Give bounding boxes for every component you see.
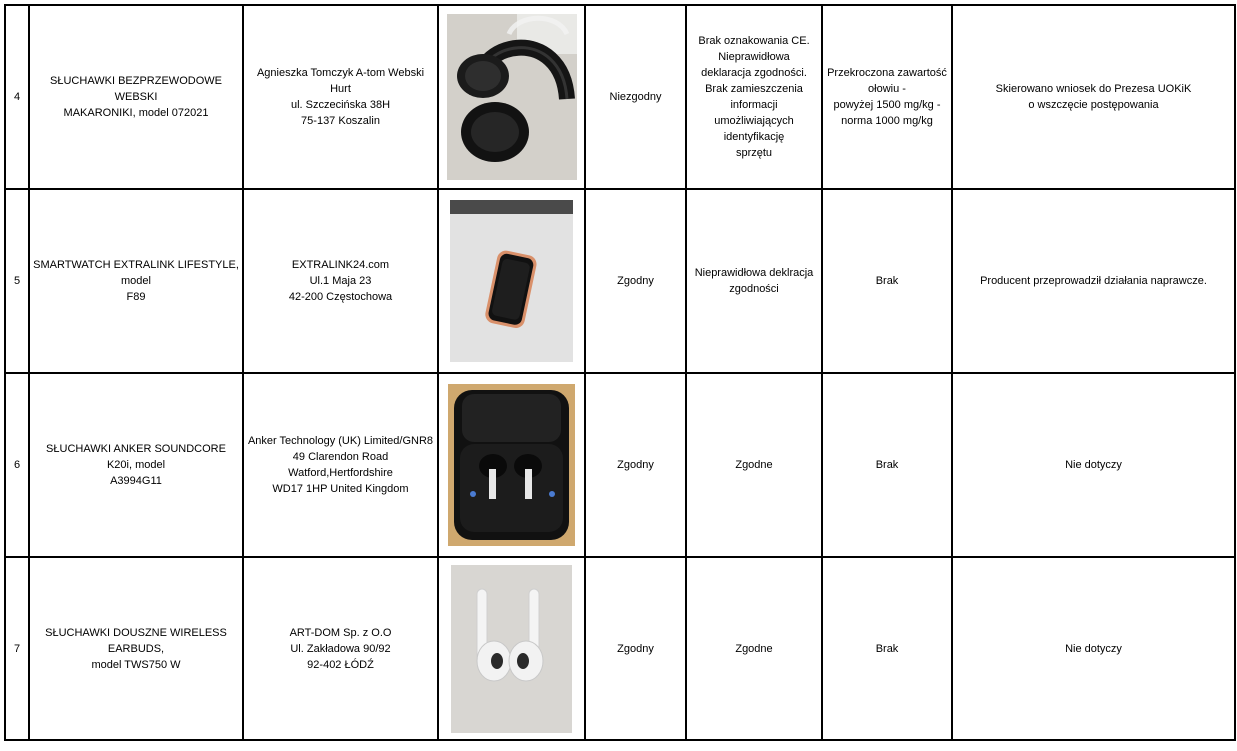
technical-issues: Brak (822, 557, 952, 740)
formal-issues: Zgodne (686, 557, 822, 740)
product-name: SMARTWATCH EXTRALINK LIFESTYLE, model F89 (29, 189, 243, 373)
technical-issues: Przekroczona zawartość ołowiu - powyżej 1500 mg/kg - norma 1000 mg/kg (822, 5, 952, 189)
supplier-address: Agnieszka Tomczyk A-tom Webski Hurt ul. Szczecińska 38H 75-137 Koszalin (243, 5, 438, 189)
actions-taken: Nie dotyczy (952, 373, 1235, 557)
formal-issues: Nieprawidłowa deklracja zgodności (686, 189, 822, 373)
product-photo-cell (438, 373, 585, 557)
technical-issues: Brak (822, 189, 952, 373)
inspection-results-table (4, 4, 1236, 741)
assessment-status: Zgodny (585, 557, 686, 740)
assessment-status: Zgodny (585, 373, 686, 557)
supplier-address: EXTRALINK24.com Ul.1 Maja 23 42-200 Częstochowa (243, 189, 438, 373)
row-number: 5 (5, 189, 29, 373)
technical-issues: Brak (822, 373, 952, 557)
formal-issues: Zgodne (686, 373, 822, 557)
earbuds-case-icon (448, 384, 575, 546)
row-number: 4 (5, 5, 29, 189)
actions-taken: Skierowano wniosek do Prezesa UOKiK o wszczęcie postępowania (952, 5, 1235, 189)
product-name: SŁUCHAWKI DOUSZNE WIRELESS EARBUDS, model TWS750 W (29, 557, 243, 740)
formal-issues: Brak oznakowania CE. Nieprawidłowa deklaracja zgodności. Brak zamieszczenia informacji umożliwiających identyfikację sprzętu (686, 5, 822, 189)
product-name: SŁUCHAWKI BEZPRZEWODOWE WEBSKI MAKARONIKI, model 072021 (29, 5, 243, 189)
product-name: SŁUCHAWKI ANKER SOUNDCORE K20i, model A3994G11 (29, 373, 243, 557)
assessment-status: Niezgodny (585, 5, 686, 189)
table-row (5, 189, 1235, 373)
row-number: 7 (5, 557, 29, 740)
row-number: 6 (5, 373, 29, 557)
actions-taken: Producent przeprowadził działania naprawcze. (952, 189, 1235, 373)
product-photo-cell (438, 189, 585, 373)
table-row (5, 557, 1235, 740)
table-row (5, 5, 1235, 189)
supplier-address: ART-DOM Sp. z O.O Ul. Zakładowa 90/92 92-402 ŁÓDŹ (243, 557, 438, 740)
earbuds-icon (451, 565, 572, 733)
actions-taken: Nie dotyczy (952, 557, 1235, 740)
smartwatch-icon (450, 200, 573, 362)
product-photo-cell (438, 5, 585, 189)
supplier-address: Anker Technology (UK) Limited/GNR8 49 Clarendon Road Watford,Hertfordshire WD17 1HP United Kingdom (243, 373, 438, 557)
headphones-icon (447, 14, 577, 180)
product-photo-cell (438, 557, 585, 740)
table-row (5, 373, 1235, 557)
assessment-status: Zgodny (585, 189, 686, 373)
